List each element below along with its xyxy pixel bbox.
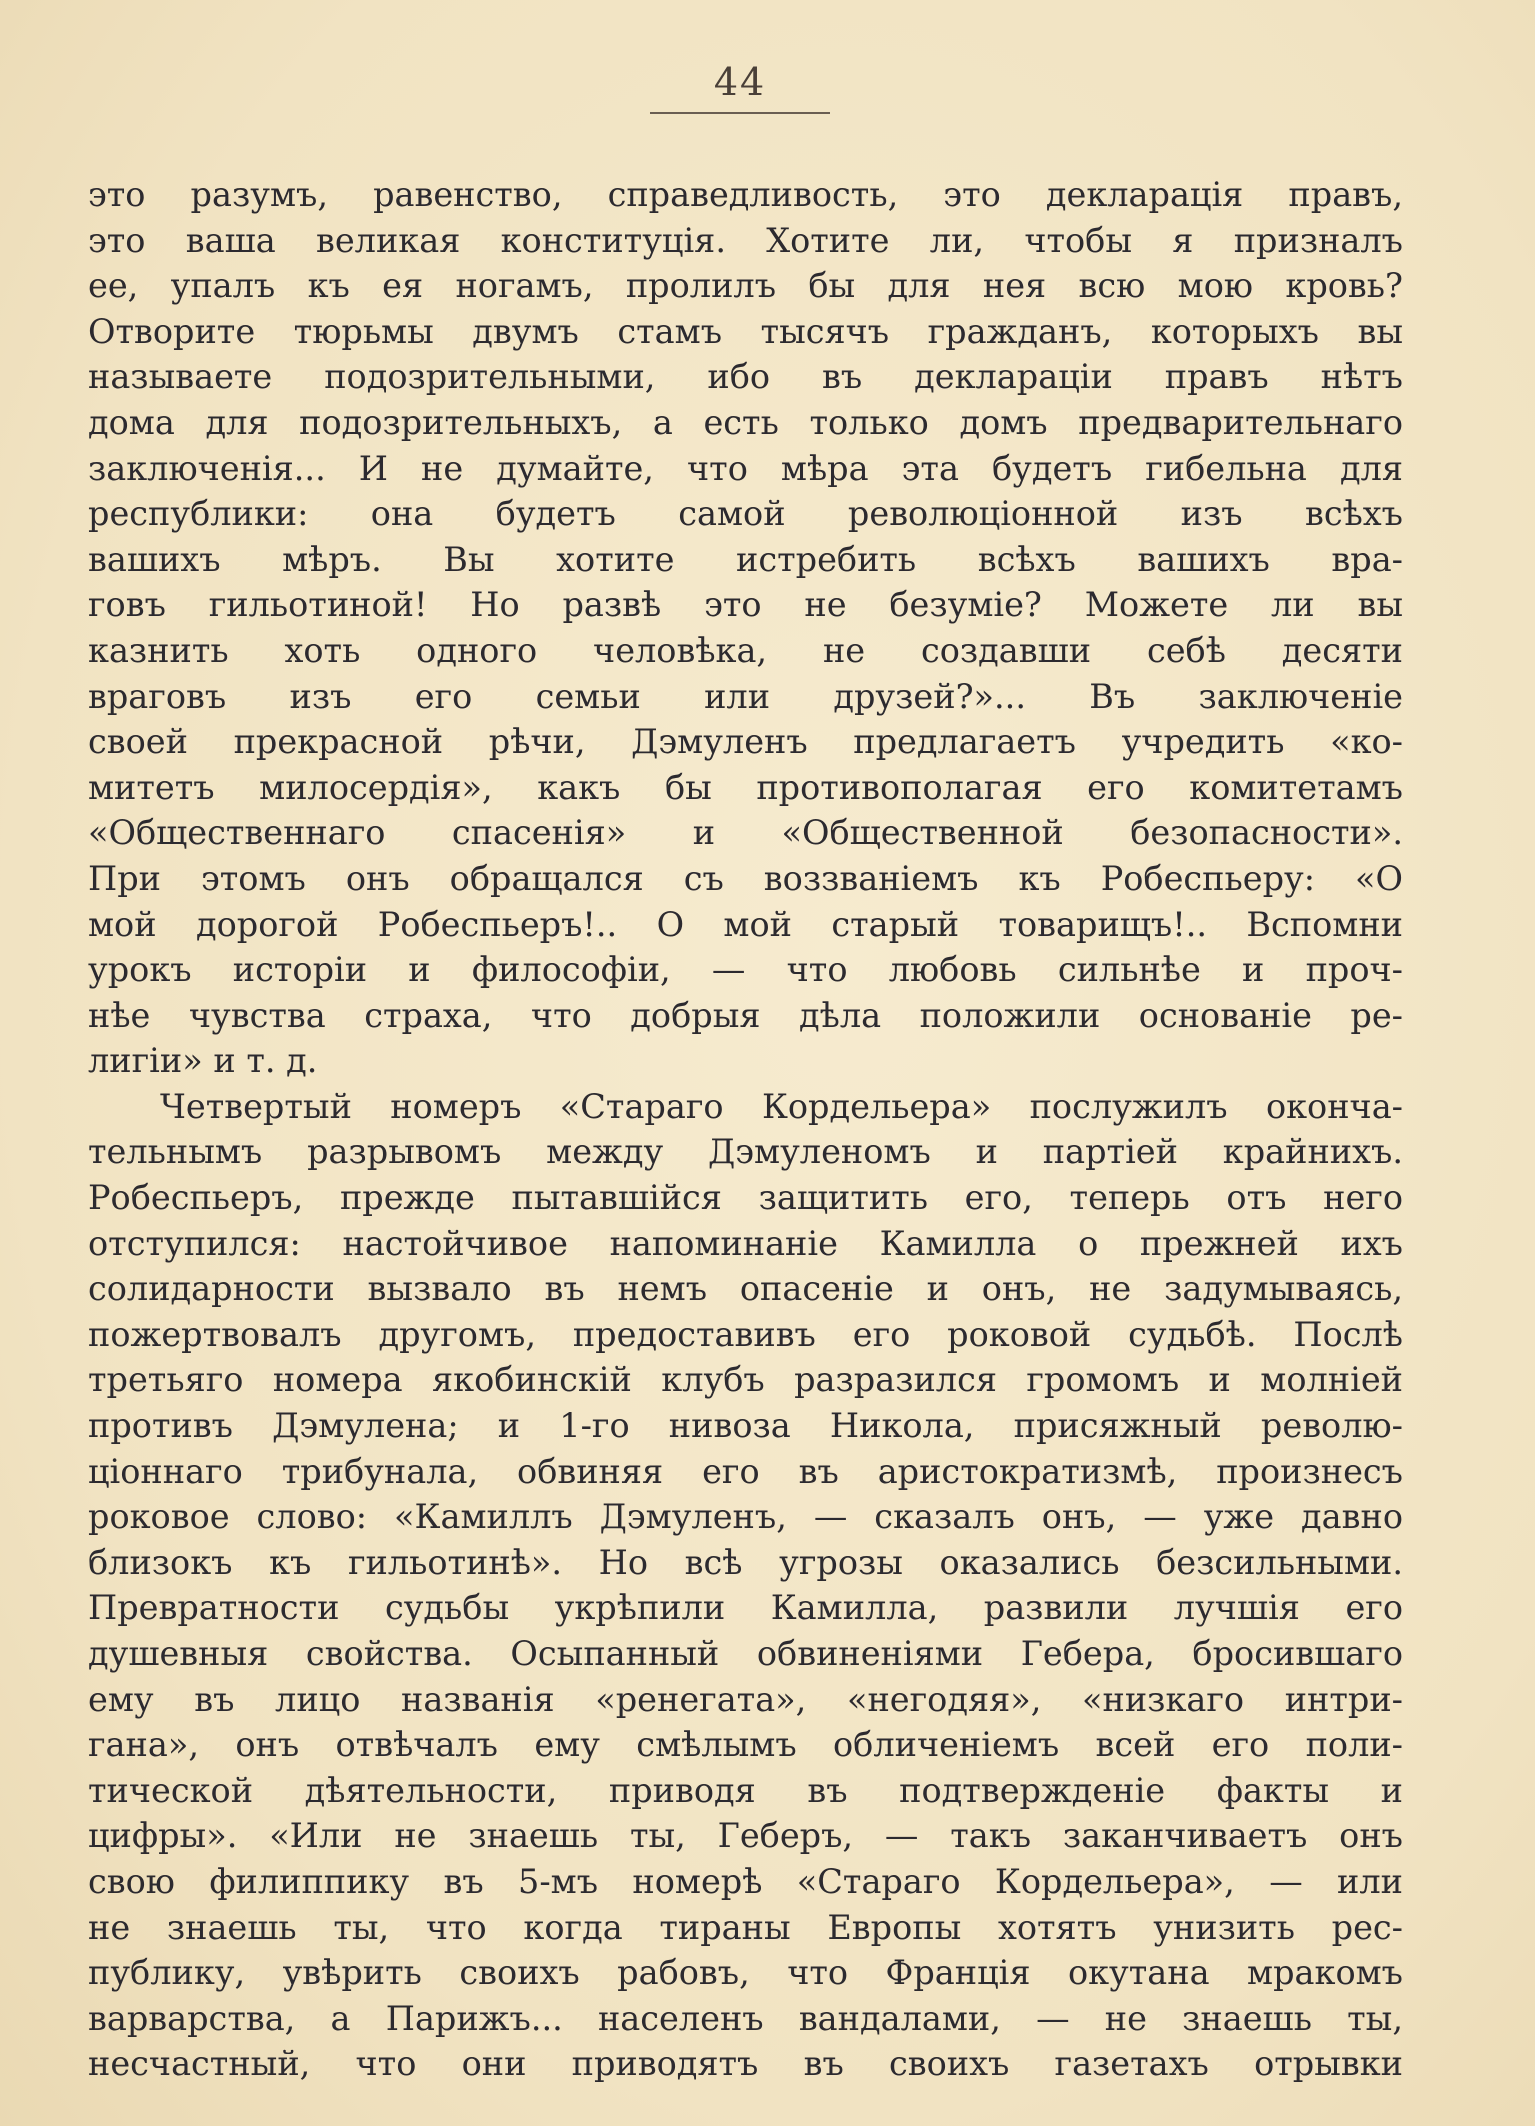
body-text	[88, 172, 1403, 2087]
text-line: Отворите тюрьмы двумъ стамъ тысячъ гражданъ, которыхъ вы	[88, 311, 1403, 351]
text-line: своей прекрасной рѣчи, Дэмуленъ предлагаетъ учредить «ко-	[88, 722, 1403, 762]
text-line: дома для подозрительныхъ, а есть только домъ предварительнаго	[88, 402, 1403, 442]
text-line: Превратности судьбы укрѣпили Камилла, развили лучшія его	[88, 1588, 1403, 1628]
text-line: «Общественнаго спасенія» и «Общественной безопасности».	[88, 813, 1403, 853]
text-line: говъ гильотиной! Но развѣ это не безуміе? Можете ли вы	[88, 585, 1403, 625]
text-line: вашихъ мѣръ. Вы хотите истребить всѣхъ вашихъ вра-	[88, 539, 1403, 579]
text-line: ее, упалъ къ ея ногамъ, пролилъ бы для нея всю мою кровь?	[88, 266, 1403, 306]
text-line: варварства, а Парижъ... населенъ вандалами, — не знаешь ты,	[88, 1998, 1403, 2038]
header-rule	[650, 112, 830, 114]
text-line: называете подозрительными, ибо въ деклараціи правъ нѣтъ	[88, 357, 1403, 397]
text-line: лигіи» и т. д.	[88, 1041, 318, 1081]
text-line: заключенія... И не думайте, что мѣра эта будетъ гибельна для	[88, 448, 1403, 488]
text-line: При этомъ онъ обращался съ воззваніемъ къ Робеспьеру: «О	[88, 858, 1403, 898]
text-line: гана», онъ отвѣчалъ ему смѣлымъ обличеніемъ всей его поли-	[88, 1725, 1403, 1765]
text-line: свою филиппику въ 5-мъ номерѣ «Стараго Кордельера», — или	[88, 1861, 1403, 1901]
text-line: цифры». «Или не знаешь ты, Геберъ, — такъ заканчиваетъ онъ	[88, 1816, 1403, 1856]
text-line: казнить хоть одного человѣка, не создавши себѣ десяти	[88, 630, 1403, 670]
text-line: солидарности вызвало въ немъ опасеніе и онъ, не задумываясь,	[88, 1269, 1403, 1309]
text-line: не знаешь ты, что когда тираны Европы хотятъ унизить рес-	[88, 1907, 1403, 1947]
text-line: отступился: настойчивое напоминаніе Камилла о прежней ихъ	[88, 1223, 1403, 1263]
text-line: республики: она будетъ самой революціонной изъ всѣхъ	[88, 494, 1403, 534]
text-line: митетъ милосердія», какъ бы противополагая его комитетамъ	[88, 767, 1403, 807]
text-line: роковое слово: «Камиллъ Дэмуленъ, — сказалъ онъ, — уже давно	[88, 1497, 1403, 1537]
text-line: нѣе чувства страха, что добрыя дѣла положили основаніе ре-	[88, 995, 1403, 1035]
text-line: враговъ изъ его семьи или друзей?»... Въ заключеніе	[88, 676, 1403, 716]
text-line: мой дорогой Робеспьеръ!.. О мой старый товарищъ!.. Вспомни	[88, 904, 1403, 944]
text-line: публику, увѣрить своихъ рабовъ, что Франція окутана мракомъ	[88, 1953, 1403, 1993]
text-line: тической дѣятельности, приводя въ подтвержденіе факты и	[88, 1770, 1403, 1810]
text-line: Четвертый номеръ «Стараго Кордельера» послужилъ оконча-	[160, 1086, 1403, 1126]
text-line: ціоннаго трибунала, обвиняя его въ аристократизмѣ, произнесъ	[88, 1451, 1403, 1491]
text-line: это разумъ, равенство, справедливость, это декларація правъ,	[88, 175, 1403, 214]
page-number: 44	[713, 60, 767, 104]
text-line: душевныя свойства. Осыпанный обвиненіями Гебера, бросившаго	[88, 1634, 1403, 1673]
text-line: близокъ къ гильотинѣ». Но всѣ угрозы оказались безсильными.	[88, 1542, 1403, 1582]
text-line: пожертвовалъ другомъ, предоставивъ его роковой судьбѣ. Послѣ	[88, 1314, 1403, 1354]
text-line: третьяго номера якобинскій клубъ разразился громомъ и молніей	[88, 1360, 1403, 1400]
text-line: противъ Дэмулена; и 1-го нивоза Никола, присяжный револю-	[88, 1406, 1403, 1446]
text-line: это ваша великая конституція. Хотите ли, чтобы я призналъ	[88, 220, 1403, 260]
text-line: ему въ лицо названія «ренегата», «негодяя», «низкаго интри-	[88, 1679, 1403, 1719]
text-line: тельнымъ разрывомъ между Дэмуленомъ и партіей крайнихъ.	[88, 1132, 1403, 1172]
text-line: урокъ исторіи и философіи, — что любовь сильнѣе и проч-	[88, 950, 1403, 990]
text-line: несчастный, что они приводятъ въ своихъ газетахъ отрывки	[88, 2044, 1403, 2084]
text-line: Робеспьеръ, прежде пытавшійся защитить его, теперь отъ него	[88, 1178, 1403, 1218]
